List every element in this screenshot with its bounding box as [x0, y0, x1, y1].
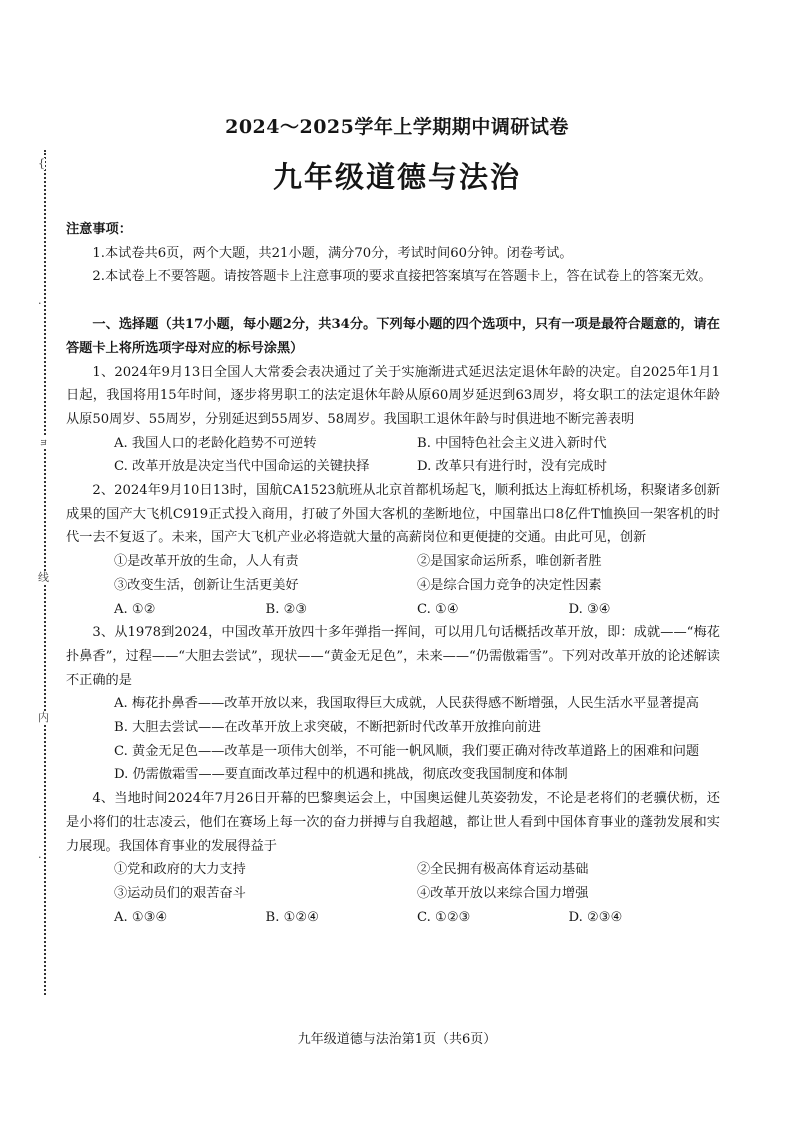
question-3-stem: 3、从1978到2024，中国改革开放四十多年弹指一挥间，可以用几句话概括改革开放，即：成就——“梅花扑鼻香”，过程——“大胆去尝试”，现状——“黄金无足色”，未来——“仍需傲霜雪”。下列对改革开放的论述解读不正确的是	[66, 625, 720, 688]
option-b: B. 大胆去尝试——在改革开放上求突破，不断把新时代改革开放推向前进	[114, 720, 541, 736]
question-2-stem: 2、2024年9月10日13时，国航CA1523航班从北京首都机场起飞，顺利抵达上海虹桥机场，积聚诸多创新成果的国产大飞机C919正式投入商用，打破了外国大客机的垄断地位，中国靠出口8亿件T恤换回一架客机的时代一去不复返了。未来，国产大飞机产业必将造就大量的高薪岗位和更便捷的交通。由此可见，创新	[66, 483, 720, 546]
choice-d: D. ②③④	[568, 909, 623, 925]
choice-c: C. ①④	[417, 601, 459, 617]
option-a: A. 我国人口的老龄化趋势不可逆转	[114, 435, 317, 451]
binding-mark: ョ	[38, 435, 49, 448]
statement-4: ④改革开放以来综合国力增强	[417, 885, 589, 901]
choice-c: C. ①②③	[417, 909, 471, 925]
statement-2: ②是国家命运所系，唯创新者胜	[417, 554, 602, 570]
subject-title: 九年级道德与法治	[272, 160, 521, 194]
question-1-stem: 1、2024年9月13日全国人大常委会表决通过了关于实施渐进式延迟法定退休年龄的决定。自2025年1月1日起，我国将用15年时间，逐步将男职工的法定退休年龄从原60周岁延迟到63周岁，将女职工的法定退休年龄从原50周岁、55周岁，分别延迟到55周岁、58周岁。我国职工退休年龄与时俱进地不断完善表明	[66, 364, 720, 427]
binding-mark: 线	[38, 571, 49, 584]
question-4-statements-row	[66, 882, 720, 906]
question-4-stem: 4、当地时间2024年7月26日开幕的巴黎奥运会上，中国奥运健儿英姿勃发，不论是老将们的老骥伏枥，还是小将们的壮志凌云，他们在赛场上每一次的奋力拼搏与自我超越，都让世人看到中国体育事业的蓬勃发展和实力展现。我国体育事业的发展得益于	[66, 791, 720, 854]
question-2-statements-row	[66, 550, 720, 574]
statement-4: ④是综合国力竞争的决定性因素	[417, 577, 602, 593]
question-1-options-row	[66, 455, 720, 479]
question-2-choices	[66, 598, 720, 622]
choice-d: D. ③④	[568, 601, 611, 617]
choice-a: A. ①③④	[114, 909, 168, 925]
question-4-statements-row	[66, 858, 720, 882]
question-1-options-row	[66, 432, 720, 456]
option-a: A. 梅花扑鼻香——改革开放以来，我国取得巨大成就，人民获得感不断增强，人民生活水平显著提高	[114, 696, 699, 712]
exam-header-title: 2024～2025学年上学期期中调研试卷	[225, 116, 569, 138]
notice-item: 2.本试卷上不要答题。请按答题卡上注意事项的要求直接把答案填写在答题卡上，答在试卷上的答案无效。	[92, 269, 712, 285]
option-c: C. 黄金无足色——改革是一项伟大创举，不可能一帆风顺，我们要正确对待改革道路上的困难和问题	[114, 743, 700, 759]
binding-mark: ·	[38, 851, 42, 864]
choice-b: B. ②③	[265, 601, 308, 617]
option-d: D. 仍需傲霜雪——要直面改革过程中的机遇和挑战，彻底改变我国制度和体制	[114, 767, 568, 783]
section-heading: 一、选择题（共17小题，每小题2分，共34分。下列每小题的四个选项中，只有一项是最符合题意的，请在答题卡上将所选项字母对应的标号涂黑）	[66, 317, 720, 356]
statement-3: ③改变生活，创新让生活更美好	[114, 577, 299, 593]
binding-mark: 内	[38, 711, 49, 724]
statement-1: ①是改革开放的生命，人人有责	[114, 554, 299, 570]
notice-item: 1.本试卷共6页，两个大题，共21小题，满分70分，考试时间60分钟。闭卷考试。	[92, 245, 573, 261]
statement-3: ③运动员们的艰苦奋斗	[114, 885, 246, 901]
statement-2: ②全民拥有极高体育运动基础	[417, 862, 589, 878]
page-footer: 九年级道德与法治第1页（共6页）	[297, 1032, 497, 1047]
exam-content	[66, 218, 720, 929]
choice-b: B. ①②④	[265, 909, 320, 925]
binding-mark: {	[38, 157, 45, 170]
notice-heading: 注意事项：	[66, 222, 132, 237]
option-c: C. 改革开放是决定当代中国命运的关键抉择	[114, 459, 370, 475]
binding-mark: ·	[38, 297, 42, 310]
question-2-statements-row	[66, 574, 720, 598]
option-d: D. 改革只有进行时，没有完成时	[417, 459, 607, 475]
choice-a: A. ①②	[114, 601, 156, 617]
statement-1: ①党和政府的大力支持	[114, 862, 246, 878]
question-4-choices	[66, 906, 720, 930]
option-b: B. 中国特色社会主义进入新时代	[417, 435, 607, 451]
